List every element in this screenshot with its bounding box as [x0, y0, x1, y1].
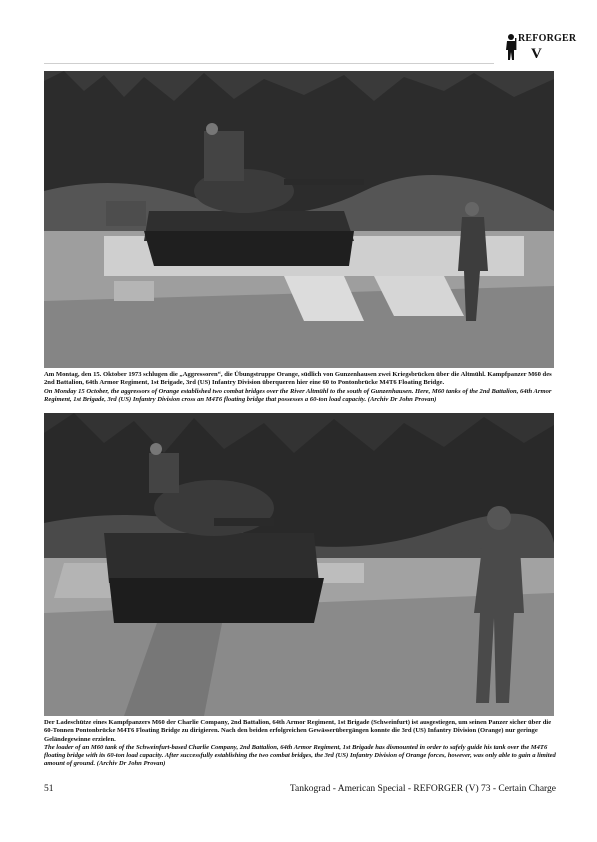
- caption-1-english: On Monday 15 October, the aggressors of Orange established two combat bridges over the River Altmühl to the south of Gunzenhausen. Here, M60 tanks of the 2nd Battalion, 64th Armor Regiment, 1st Brigade, 3rd (US) Infantry Division cross an M4T6 floating bridge that possesses a 60-ton load capacity. (Archiv Dr John Provan): [44, 387, 552, 403]
- photo-loader-guiding-tank: [44, 413, 554, 716]
- caption-2-german: Der Ladeschütze eines Kampfpanzers M60 der Charlie Company, 2nd Battalion, 64th Armor Regiment, 1st Brigade (Schweinfurt) ist ausgestiegen, um seinen Panzer sicher über die 60-Tonnen Pontonbrücke M4T6 Floating Bridge zu dirigieren. Nach den beiden erfolgreichen Gewässerübergängen konnte die 3rd (US) Infantry Division (Orange) nur geringe Geländegewinne erzielen.: [44, 719, 552, 743]
- page-footer: [44, 784, 556, 798]
- soldier-silhouette-icon: [504, 33, 518, 61]
- page-number: 51: [44, 784, 54, 794]
- logo-numeral: V: [531, 46, 542, 62]
- running-title: Tankograd - American Special - REFORGER (V) 73 - Certain Charge: [289, 784, 556, 794]
- photo-bridge-crossing-image: [44, 71, 554, 368]
- caption-photo-1: [44, 371, 556, 404]
- caption-1-german: Am Montag, den 15. Oktober 1973 schlugen die „Aggressoren“, die Übungstruppe Orange, südlich von Gunzenhausen zwei Kriegsbrücken über die Altmühl. Kampfpanzer M60 des 2nd Battalion, 64th Armor Regiment, 1st Brigade, 3rd (US) Infantry Division überqueren hier eine 60 to Pontonbrücke M4T6 Floating Bridge.: [44, 371, 552, 387]
- photo-bridge-crossing: [44, 71, 554, 368]
- header-rule: [44, 63, 494, 64]
- logo-text: REFORGER: [518, 33, 577, 44]
- caption-photo-2: [44, 719, 556, 769]
- caption-2-english: The loader of an M60 tank of the Schweinfurt-based Charlie Company, 2nd Battalion, 64th Armor Regiment, 1st Brigade has dismounted in order to safely guide his tank over the M4T6 floating bridge with its 60-ton load capacity. After successfully establishing the two combat bridges, the 3rd (US) Infantry Division of Orange forces, however, was only able to gain a limited amount of ground. (Archiv Dr John Provan): [44, 743, 556, 768]
- photo-loader-guiding-tank-image: [44, 413, 554, 716]
- reforger-logo: [504, 31, 577, 63]
